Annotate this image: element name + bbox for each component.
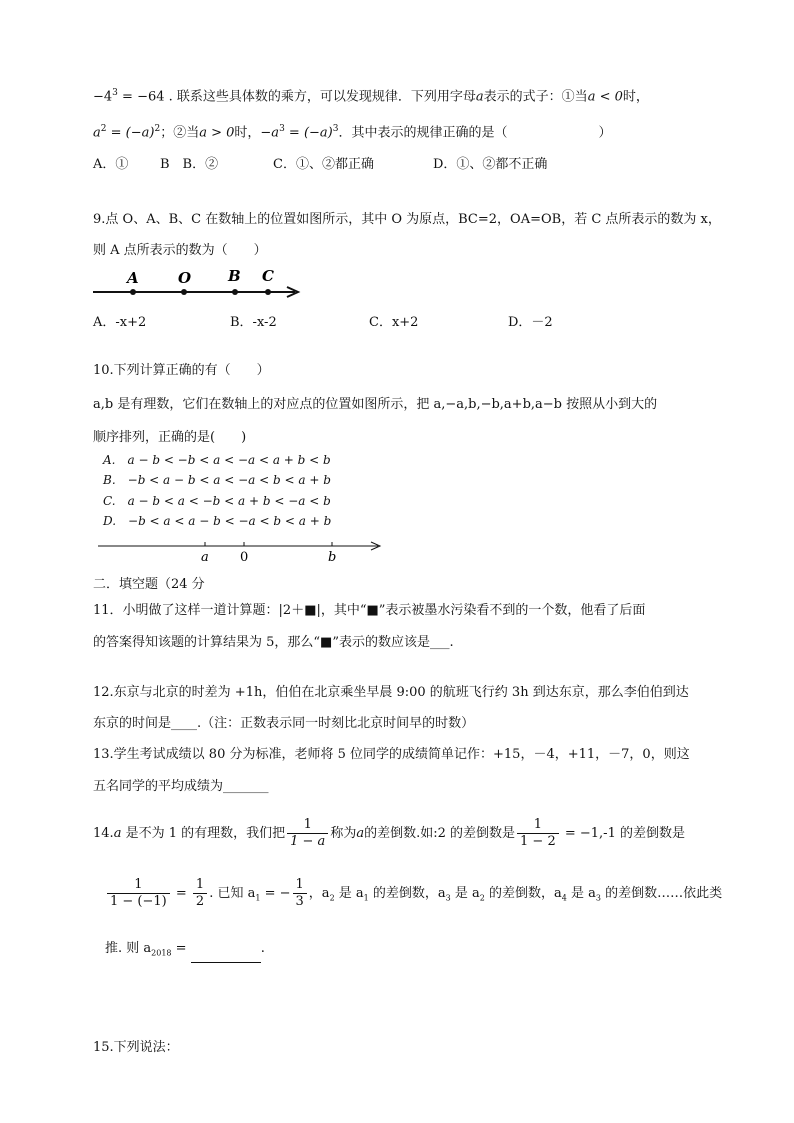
fraction-numerator: 1 bbox=[293, 877, 307, 894]
q14-subscript: 2018 bbox=[151, 948, 172, 958]
fraction-denominator: 1 − a bbox=[290, 834, 326, 849]
fraction-numerator: 1 bbox=[193, 877, 207, 894]
q14-text: = bbox=[171, 886, 191, 901]
q14-text: 是不为 1 的有理数，我们把 bbox=[121, 826, 286, 841]
q10-label-0: 0 bbox=[240, 550, 249, 565]
q14-text: 的差倒数.如:2 的差倒数是 bbox=[364, 826, 516, 841]
q14-var: a bbox=[113, 826, 122, 841]
q10-line-3: 顺序排列，正确的是( ) bbox=[93, 430, 247, 445]
fraction-denominator: 2 bbox=[195, 894, 205, 909]
q8-text: ；②当 bbox=[160, 125, 200, 141]
q14-line-2 bbox=[105, 876, 722, 917]
section-2-heading: 二．填空题（24 分 bbox=[93, 577, 205, 592]
q8-condition: a < 0 bbox=[587, 89, 623, 105]
q14-subscript: 3 bbox=[595, 893, 601, 903]
q14-fraction-a1 bbox=[293, 877, 307, 910]
q9-number-line-figure bbox=[90, 266, 305, 304]
q8-text: ．其中表示的规律正确的是（ ） bbox=[338, 125, 612, 141]
q14-subscript: 1 bbox=[363, 893, 369, 903]
q14-text: 是 a bbox=[334, 886, 364, 901]
q9-line-2: 则 A 点所表示的数为（ ） bbox=[93, 243, 267, 258]
q10-option-b[interactable]: B. −b < a − b < a < −a < b < a + b bbox=[103, 473, 331, 487]
q14-text: 的差倒数……依此类 bbox=[600, 886, 723, 901]
q14-text: = −1,-1 的差倒数是 bbox=[560, 826, 685, 841]
q8-exponent: 2 bbox=[100, 124, 107, 134]
q8-text: 时， bbox=[622, 89, 649, 105]
fraction-denominator: 1 − (−1) bbox=[110, 894, 167, 909]
q11-line-1: 11．小明做了这样一道计算题：|2＋■|，其中“■”表示被墨水污染看不到的一个数，他看了后面 bbox=[93, 603, 646, 618]
q8-line-1 bbox=[93, 84, 649, 106]
q14-text: = − bbox=[260, 886, 291, 901]
q14-text: = bbox=[171, 941, 191, 956]
q8-line-2 bbox=[93, 120, 612, 142]
q14-subscript: 1 bbox=[255, 893, 261, 903]
q9-option-b[interactable]: B．-x-2 bbox=[230, 315, 277, 330]
q14-line-3 bbox=[105, 940, 265, 963]
q8-text: 时， bbox=[234, 125, 261, 141]
q10-option-d[interactable]: D. −b < a < a − b < −a < b < a + b bbox=[103, 514, 332, 528]
fraction-numerator: 1 bbox=[287, 817, 328, 834]
q9-label-b: B bbox=[228, 267, 241, 285]
q8-text: = −64 . 联系这些具体数的乘方，可以发现规律．下列用字母 bbox=[117, 89, 476, 105]
q14-text: 是 a bbox=[450, 886, 480, 901]
q14-text: 的差倒数，a bbox=[484, 886, 562, 901]
q14-line-1 bbox=[93, 816, 685, 852]
q14-subscript: 4 bbox=[561, 893, 567, 903]
q8-expr: −a bbox=[260, 125, 280, 141]
q9-option-d[interactable]: D．－2 bbox=[508, 315, 553, 330]
q8-condition: a > 0 bbox=[199, 125, 235, 141]
q9-option-c[interactable]: C．x+2 bbox=[369, 315, 419, 330]
q8-exponent: 2 bbox=[154, 124, 161, 134]
q14-answer-blank[interactable] bbox=[191, 948, 261, 963]
q9-point-o bbox=[181, 289, 187, 295]
q14-fraction-definition bbox=[287, 817, 328, 850]
q14-text: 推. 则 a bbox=[105, 941, 152, 956]
q9-point-b bbox=[232, 289, 238, 295]
q14-subscript: 2 bbox=[329, 893, 335, 903]
q10-line-1: 10.下列计算正确的有（ ） bbox=[93, 363, 270, 378]
q10-option-a[interactable]: A. a − b < −b < a < −a < a + b < b bbox=[103, 453, 331, 467]
q12-line-1: 12.东京与北京的时差为 +1h，伯伯在北京乘坐早晨 9:00 的航班飞行约 3h 到达东京，那么李伯伯到达 bbox=[93, 685, 689, 700]
q11-line-2: 的答案得知该题的计算结果为 5，那么“■”表示的数应该是___. bbox=[93, 635, 454, 650]
q14-text: 称为 bbox=[330, 826, 357, 841]
q8-option-a[interactable]: A．① bbox=[93, 157, 129, 172]
q9-line-1: 9.点 O、A、B、C 在数轴上的位置如图所示，其中 O 为原点，BC=2，OA=OB，若 C 点所表示的数为 x， bbox=[93, 212, 721, 227]
q14-var: a bbox=[356, 826, 365, 841]
q14-number: 14. bbox=[93, 826, 114, 841]
fraction-numerator: 1 bbox=[107, 877, 170, 894]
q9-point-a bbox=[130, 289, 136, 295]
q8-option-c[interactable]: C．①、②都正确 bbox=[273, 157, 374, 172]
q14-text: 是 a bbox=[566, 886, 596, 901]
q10-label-b: b bbox=[328, 550, 337, 565]
q8-option-b[interactable]: B B．② bbox=[160, 157, 219, 172]
fraction-denominator: 3 bbox=[295, 894, 304, 909]
q14-fraction-result bbox=[193, 877, 207, 910]
fraction-numerator: 1 bbox=[517, 817, 559, 834]
q10-option-c[interactable]: C. a − b < a < −b < a + b < −a < b bbox=[103, 494, 331, 508]
q8-text: −4 bbox=[93, 89, 113, 105]
q9-point-c bbox=[265, 289, 271, 295]
q9-label-c: C bbox=[262, 267, 274, 285]
q14-text: . 已知 a bbox=[209, 886, 256, 901]
q14-text: ，a bbox=[308, 886, 330, 901]
q13-line-2: 五名同学的平均成绩为_______ bbox=[93, 779, 269, 794]
q8-exponent: 3 bbox=[112, 88, 118, 98]
q8-expr: = (−a) bbox=[284, 125, 333, 141]
q14-text: . bbox=[260, 941, 265, 956]
q12-line-2: 东京的时间是____.（注：正数表示同一时刻比北京时间早的时数） bbox=[93, 716, 475, 731]
q10-line-2: a,b 是有理数，它们在数轴上的对应点的位置如图所示，把 a,−a,b,−b,a+b,a−b 按照从小到大的 bbox=[93, 397, 658, 412]
q10-number-line-figure bbox=[96, 536, 386, 566]
q14-subscript: 2 bbox=[479, 893, 485, 903]
q14-subscript: 3 bbox=[445, 893, 451, 903]
q9-option-a[interactable]: A．-x+2 bbox=[93, 315, 147, 330]
q8-text: 表示的式子：①当 bbox=[483, 89, 588, 105]
q10-label-a: a bbox=[201, 550, 209, 565]
q14-fraction-example-1 bbox=[517, 817, 559, 850]
q9-label-o: O bbox=[178, 269, 192, 287]
q8-exponent: 3 bbox=[279, 124, 285, 134]
q14-text: 的差倒数，a bbox=[368, 886, 446, 901]
q8-var: a bbox=[93, 125, 101, 141]
q14-fraction-example-2 bbox=[107, 877, 170, 910]
q15-line-1: 15.下列说法： bbox=[93, 1040, 179, 1055]
q13-line-1: 13.学生考试成绩以 80 分为标准，老师将 5 位同学的成绩简单记作：+15，－4，+11，－7，0，则这 bbox=[93, 747, 690, 762]
q8-expr: = (−a) bbox=[106, 125, 155, 141]
q8-var: a bbox=[475, 89, 484, 105]
q9-label-a: A bbox=[127, 269, 139, 287]
q8-exponent: 3 bbox=[332, 124, 339, 134]
q8-option-d[interactable]: D．①、②都不正确 bbox=[433, 157, 548, 172]
fraction-denominator: 1 − 2 bbox=[520, 834, 556, 849]
